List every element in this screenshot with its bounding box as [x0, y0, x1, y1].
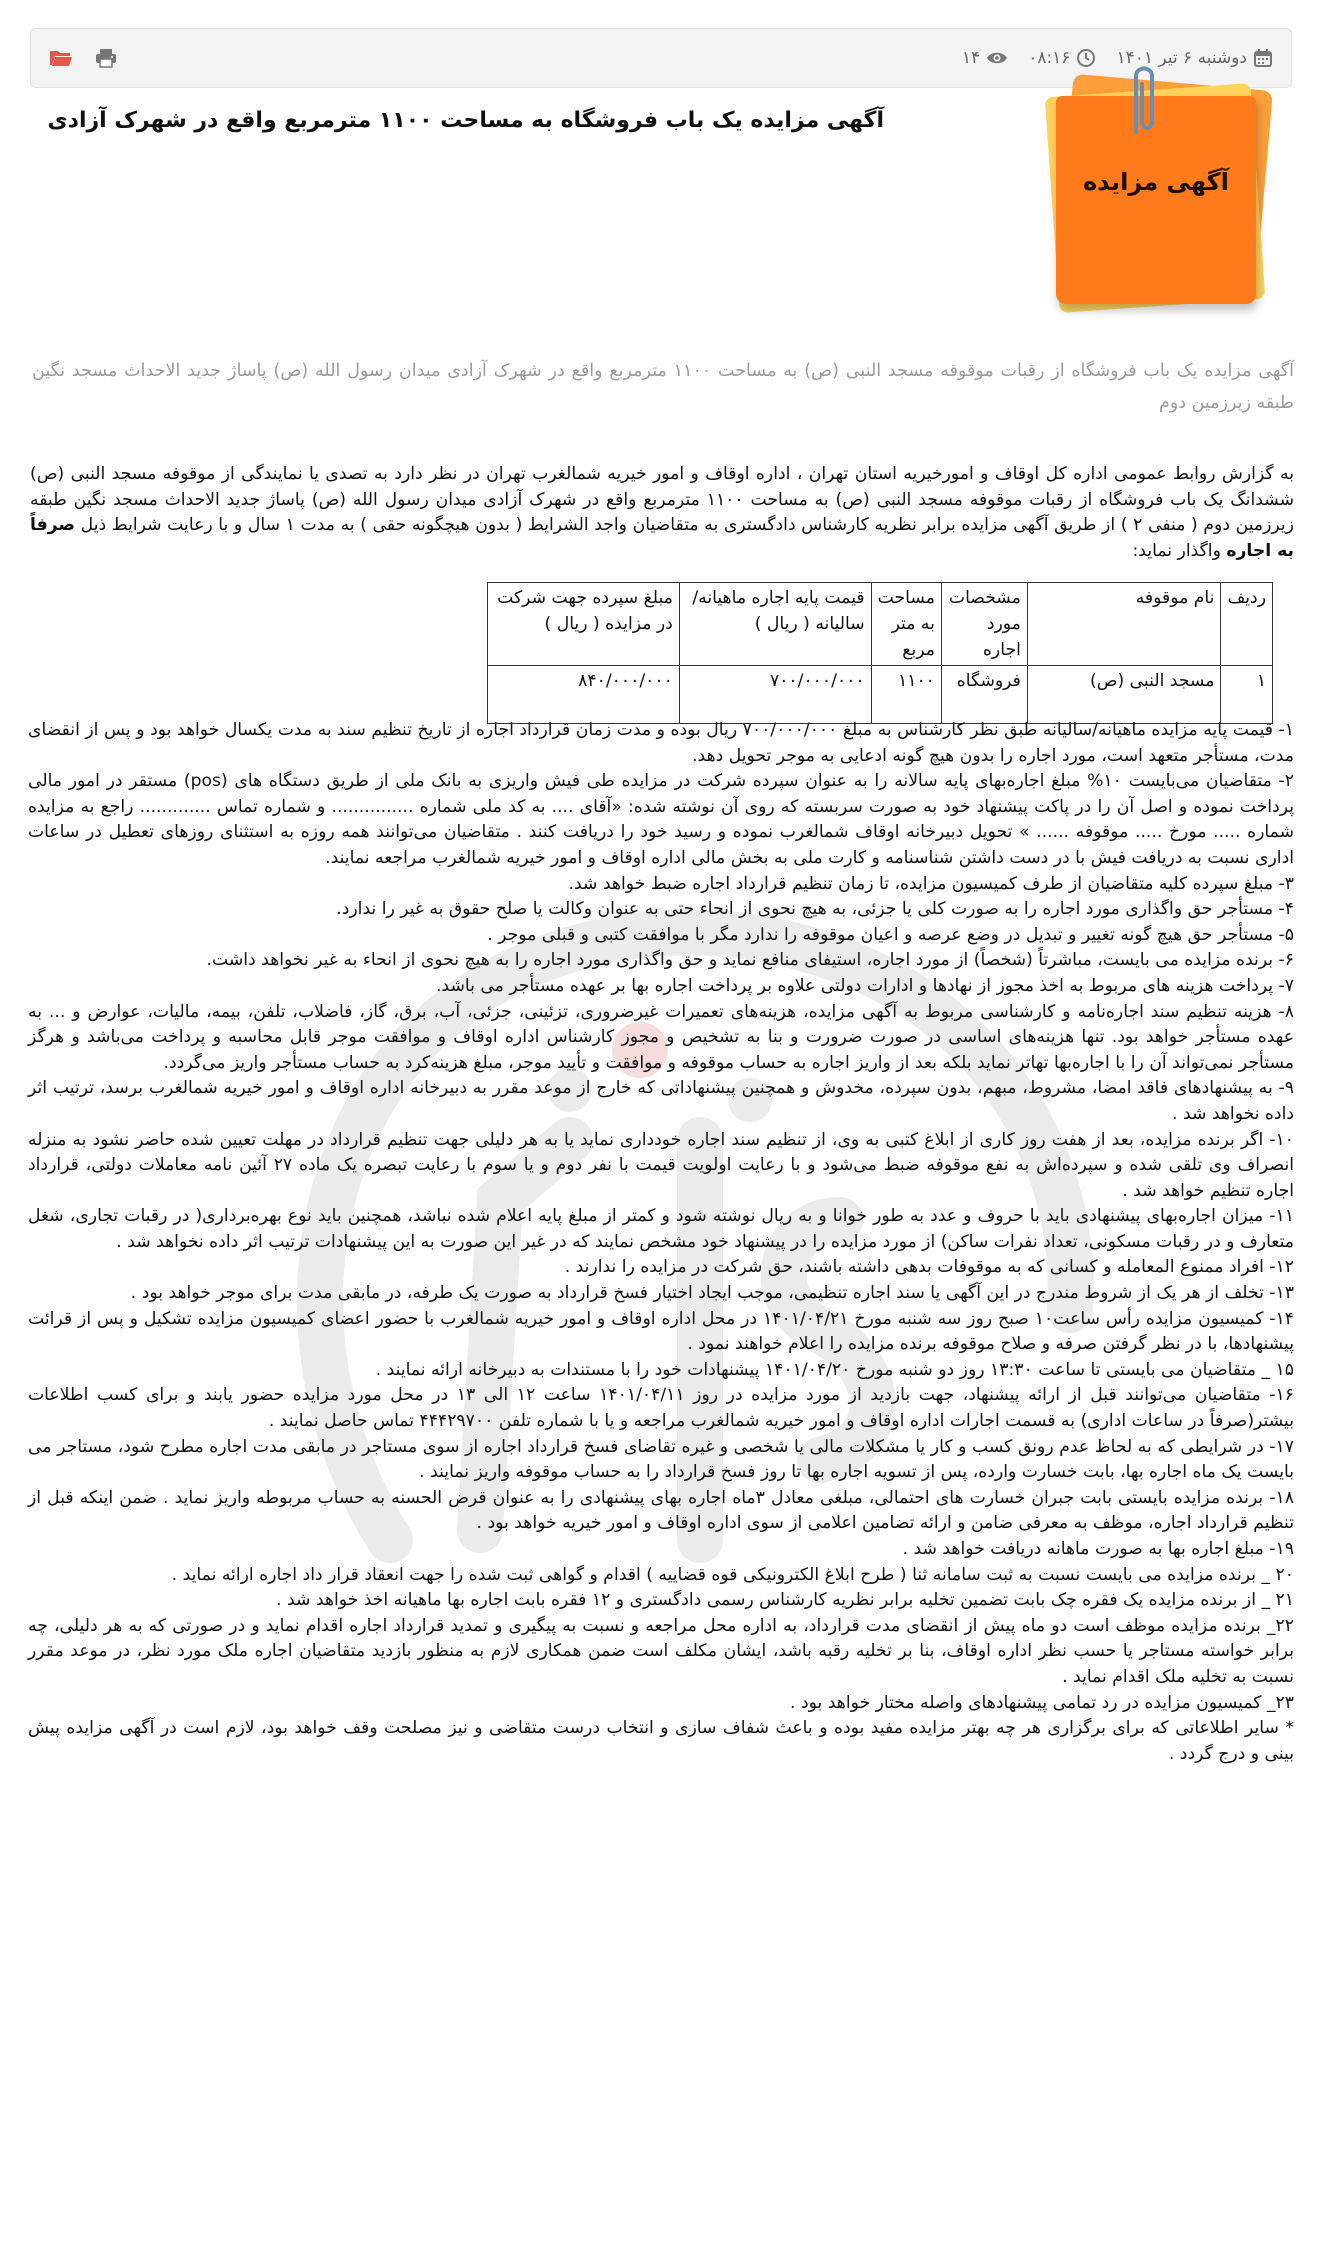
- condition-item: * سایر اطلاعاتی که برای برگزاری هر چه بهتر مزایده مفید بوده و باعث شفاف سازی و انتخاب درست متقاضی و نیز مصلحت وقف خواهد بود، لازم است در آگهی مزایده پیش بینی و درج گردد .: [28, 1718, 1294, 1764]
- condition-item: ۲۲_ برنده مزایده موظف است دو ماه پیش از انقضای مدت قرارداد، به اداره محل مراجعه و نسبت به پیگیری و تمدید قرارداد اجاره اقدام نماید و در صورتی که به هر دلیلی، چه برابر خواسته مستاجر یا حسب نظر اداره اوقاف، بنا بر تخلیه رقبه باشد، ایشان مکلف است ضمن همکاری لازم به منظور بازدید متقاضیان اجاره ملک مورد نظر، در موعد مقرر نسبت به تخلیه ملک اقدام نماید .: [28, 1615, 1294, 1687]
- eye-icon: [986, 50, 1008, 66]
- condition-item: ۱۷- در شرایطی که به لحاظ عدم رونق کسب و کار یا مشکلات مالی یا شخصی و غیره تقاضای فسخ قرارداد اجاره از سوی مستاجر در مابقی مدت اجاره مطرح شود، مستاجر می بایست یک ماه اجاره بها، بابت خسارت وارده، پس از تسویه اجاره بها تا روز فسخ قرارداد را به حساب موقوفه واریز نمایند .: [28, 1436, 1294, 1483]
- date-text: دوشنبه ۶ تیر ۱۴۰۱: [1116, 48, 1247, 68]
- table-header-row: [488, 583, 1273, 666]
- condition-item: ۱۸- برنده مزایده بایستی بابت جبران خسارت های احتمالی، مبلغی معادل ۳ماه اجاره بهای پیشنهادی را به عنوان قرض الحسنه به حساب مربوطه واریز نماید . ضمن اینکه قبل از تنظیم قرارداد اجاره، موظف به معرفی ضامن و ارائه تضامین اعلامی از سوی اداره اوقاف و امور خیریه خواهد بود .: [28, 1487, 1294, 1534]
- condition-item: ۴- مستأجر حق واگذاری مورد اجاره را به صورت کلی یا جزئی، به هیچ نحوی از انحاء حتی به عنوان وکالت یا صلح حقوق به غیر را ندارد.: [336, 899, 1294, 920]
- printer-icon[interactable]: [95, 48, 117, 68]
- note-label: آگهی مزایده: [1083, 168, 1229, 196]
- meta-views: [962, 48, 1008, 68]
- table-row: [488, 666, 1273, 724]
- condition-item: ۱۹- مبلغ اجاره بها به صورت ماهانه دریافت خواهد شد .: [902, 1539, 1294, 1559]
- table-cell: فروشگاه: [941, 666, 1027, 724]
- intro-end: واگذار نماید:: [1132, 540, 1221, 561]
- paperclip-icon: [1124, 62, 1164, 142]
- condition-item: ۲- متقاضیان می‌بایست ۱۰% مبلغ اجاره‌بهای پایه سالانه را به عنوان سپرده شرکت در مزایده طی فیش واریزی به بانک ملی از طریق دستگاه های (pos) مستقر در امور مالی پرداخت نموده و اصل آن را در پاکت پیشنهاد خود به صورت سربسته که روی آن نوشته شده: «آقای .... به کد ملی شماره ............... و شماره تماس ............. راجع به مزایده شماره ..... مورخ ..... موقوفه ...... » تحویل دبیرخانه اوقاف شمالغرب نموده و رسید خود را دریافت کنند . متقاضیان می‌توانند همه روزه به استثنای روزهای تعطیل در ساعات اداری نسبت به دریافت فیش با در دست داشتن شناسنامه و کارت ملی به بخش مالی اداره اوقاف و امور خیریه شمالغرب مراجعه نمایند.: [28, 771, 1294, 868]
- condition-item: ۵- مستأجر حق هیچ گونه تغییر و تبدیل در وضع عرصه و اعیان موقوفه را ندارد مگر با موافقت کتبی و قبلی موجر .: [487, 924, 1294, 945]
- intro-text: به گزارش روابط عمومی اداره کل اوقاف و امورخیریه استان تهران ، اداره اوقاف و امور خیریه شمالغرب تهران در نظر دارد به تصدی یا نمایندگی از موقوفه مسجد النبی (ص) ششدانگ یک باب فروشگاه از رقبات موقوفه مسجد النبی (ص) به مساحت ۱۱۰۰ مترمربع واقع در شهرک آزادی میدان رسول الله (ص) پاساژ جدید الاحداث مسجد نگین طبقه زیرزمین دوم ( منفی ۲ ) از طریق آگهی مزایده برابر نظریه کارشناس دادگستری به متقاضیان واجد الشرایط ( بدون هیچگونه حقی ) به مدت ۱ سال و با رعایت شرایط ذیل: [30, 464, 1294, 536]
- table-cell: مسجد النبی (ص): [1027, 666, 1221, 724]
- table-header: قیمت پایه اجاره ماهیانه/سالیانه ( ریال ): [679, 583, 871, 666]
- condition-item: ۲۳_ کمیسیون مزایده در رد تمامی پیشنهادهای واصله مختار خواهد بود .: [790, 1692, 1294, 1713]
- condition-item: ۱۲- افراد ممنوع المعامله و کسانی که به موقوفات بدهی داشته باشند، حق شرکت در مزایده را ندارند .: [564, 1257, 1294, 1278]
- table-header: مساحت به متر مربع: [871, 583, 941, 666]
- auction-table: [487, 582, 1273, 724]
- table-header: نام موقوفه: [1027, 583, 1221, 666]
- article-lead: آگهی مزایده یک باب فروشگاه از رقبات موقوفه مسجد النبی (ص) به مساحت ۱۱۰۰ مترمربع واقع در شهرک آزادی میدان رسول الله (ص) پاساژ جدید الاحداث مسجد نگین طبقه زیرزمین دوم: [32, 361, 1294, 413]
- condition-item: ۳- مبلغ سپرده کلیه متقاضیان از طرف کمیسیون مزایده، تا زمان تنظیم قرارداد اجاره ضبط خواهد شد.: [568, 873, 1294, 894]
- condition-item: ۹- به پیشنهادهای فاقد امضا، مشروط، مبهم، بدون سپرده، مخدوش و همچنین پیشنهاداتی که خارج از موعد مقرر به دبیرخانه اداره اوقاف و امور خیریه شمالغرب برسد، ترتیب اثر داده نخواهد شد .: [28, 1078, 1294, 1124]
- table-cell: ۱: [1221, 666, 1273, 724]
- article-title: آگهی مزایده یک باب فروشگاه به مساحت ۱۱۰۰ مترمربع واقع در شهرک آزادی: [47, 108, 884, 133]
- table-header: مشخصات مورد اجاره: [941, 583, 1027, 666]
- condition-item: ۲۱ _ از برنده مزایده یک فقره چک بابت تضمین تخلیه برابر نظریه کارشناس رسمی دادگستری و ۱۲ فقره بابت اجاره بها ماهیانه اخذ خواهد شد .: [276, 1590, 1294, 1611]
- time-text: ۰۸:۱۶: [1028, 48, 1071, 68]
- condition-item: ۷- پرداخت هزینه های مربوط به اخذ مجوز از نهادها و ادارات دولتی علاوه بر پرداخت اجاره بها بر عهده مستأجر می باشد.: [435, 975, 1294, 996]
- folder-icon[interactable]: [49, 48, 73, 68]
- auction-note-image: [1038, 62, 1276, 322]
- condition-item: ۱۰- اگر برنده مزایده، بعد از هفت روز کاری از ابلاغ کتبی به وی، از تنظیم سند اجاره خودداری نماید یا به هر دلیلی جهت تنظیم قرارداد در مهلت تعیین شده حاضر نشود به منزله انصراف وی تلقی شده و سپرده‌اش به نفع موقوفه ضبط می‌شود و با رعایت اولویت قیمت با نفر دوم و یا سوم با رعایت تبصره یک ماده ۲۷ آئین نامه معاملات دولتی، قرارداد اجاره تنظیم خواهد شد .: [28, 1129, 1295, 1201]
- table-cell: ۱۱۰۰: [871, 666, 941, 724]
- article-actions: [49, 29, 117, 87]
- condition-item: ۲۰ _ برنده مزایده می بایست نسبت به ثبت سامانه ثنا ( طرح ابلاغ الکترونیکی قوه قضاییه ) اقدام و گواهی ثبت شده را جهت انعقاد قرار داد اجاره ارائه نماید .: [171, 1564, 1294, 1585]
- article-intro: [30, 462, 1294, 564]
- auction-conditions: [28, 718, 1294, 1767]
- table-cell: ۷۰۰/۰۰۰/۰۰۰: [679, 666, 871, 724]
- table-header: ردیف: [1221, 583, 1273, 666]
- condition-item: ۱۱- میزان اجاره‌بهای پیشنهادی باید با حروف و عدد به طور خوانا و به ریال نوشته شود و کمتر از مبلغ پایه اعلام شده نباشد، همچنین باید نوع بهره‌برداری( در رقبات تجاری، شغل متعارف و در رقبات مسکونی، تعداد نفرات ساکن) از مورد مزایده را در پیشنهاد خود مشخص نمایند که در غیر این صورت به این پیشنهادات ترتیب اثر داده نخواهد شد .: [28, 1206, 1294, 1252]
- table-header: مبلغ سپرده جهت شرکت در مزایده ( ریال ): [488, 583, 680, 666]
- condition-item: ۱۵ _ متقاضیان می بایستی تا ساعت ۱۳:۳۰ روز دو شنبه مورخ ۱۴۰۱/۰۴/۲۰ پیشنهادات خود را با مستندات به دبیرخانه ارائه نمایند .: [375, 1359, 1294, 1380]
- condition-item: ۸- هزینه تنظیم سند اجاره‌نامه و کارشناسی مربوط به آگهی مزایده، هزینه‌های تعمیرات غیرضروری، تزئینی، جزئی، آب، برق، گاز، فاضلاب، تلفن، بیمه، مالیات، عوارض و ... به عهده مستأجر خواهد بود. تنها هزینه‌های اساسی در صورت ضرورت و بنا به تشخیص و مجوز کارشناس اداره اوقاف و موافقت موجر قابل محاسبه و پرداخت می‌باشد و هرگز مستأجر نمی‌تواند آن را با اجاره‌بها تهاتر نماید بلکه بعد از واریز اجاره به حساب موقوفه و موافقت و تأیید موجر، مبلغ هزینه‌کرد به حساب مستأجر واریز می‌گردد.: [28, 1001, 1294, 1073]
- views-count: ۱۴: [961, 48, 981, 68]
- condition-item: ۱۴- کمیسیون مزایده رأس ساعت۱۰ صبح روز سه شنبه مورخ ۱۴۰۱/۰۴/۲۱ در محل اداره اوقاف و امور خیریه شمالغرب با حضور اعضای کمیسیون مزایده تشکیل و پس از قرائت پیشنهادها، با در نظر گرفتن صرفه و صلاح موقوفه برنده مزایده را اعلام خواهند نمود .: [28, 1308, 1294, 1355]
- condition-item: ۶- برنده مزایده می بایست، مباشرتاً (شخصاً) از مورد اجاره، استیفای منافع نماید و حق واگذاری مورد اجاره را به هیچ نحوی از انحاء به غیر نخواهد داشت.: [206, 950, 1294, 971]
- intro-bold: صرفاً به اجاره: [30, 515, 1294, 561]
- condition-item: ۱۳- تخلف از هر یک از شروط مندرج در این آگهی یا سند اجاره تنظیمی، موجب ایجاد اختیار فسخ قرارداد به صورت یک طرفه، در مابقی مدت برای موجر خواهد بود .: [130, 1283, 1294, 1304]
- condition-item: ۱- قیمت پایه مزایده ماهیانه/سالیانه طبق نظر کارشناس به مبلغ ۷۰۰/۰۰۰/۰۰۰ ریال بوده و مدت زمان قرارداد اجاره از تاریخ تنظیم سند به مدت یکسال خواهد بود و پس از انقضای مدت، مستأجر متعهد است، مورد اجاره را بدون هیچ گونه ادعایی به موجر تحویل دهد.: [28, 720, 1294, 766]
- condition-item: ۱۶- متقاضیان می‌توانند قبل از ارائه پیشنهاد، جهت بازدید از مورد مزایده در روز ۱۴۰۱/۰۴/۱۱ ساعت ۱۲ الی ۱۳ در محل مورد مزایده حضور یابند و برای کسب اطلاعات بیشتر(صرفاً در ساعات اداری) به قسمت اجارات اداره اوقاف و امور خیریه شمالغرب مراجعه و یا با شماره تلفن ۴۴۴۲۹۷۰۰ تماس حاصل نمایند .: [28, 1385, 1295, 1432]
- table-cell: ۸۴۰/۰۰۰/۰۰۰: [488, 666, 680, 724]
